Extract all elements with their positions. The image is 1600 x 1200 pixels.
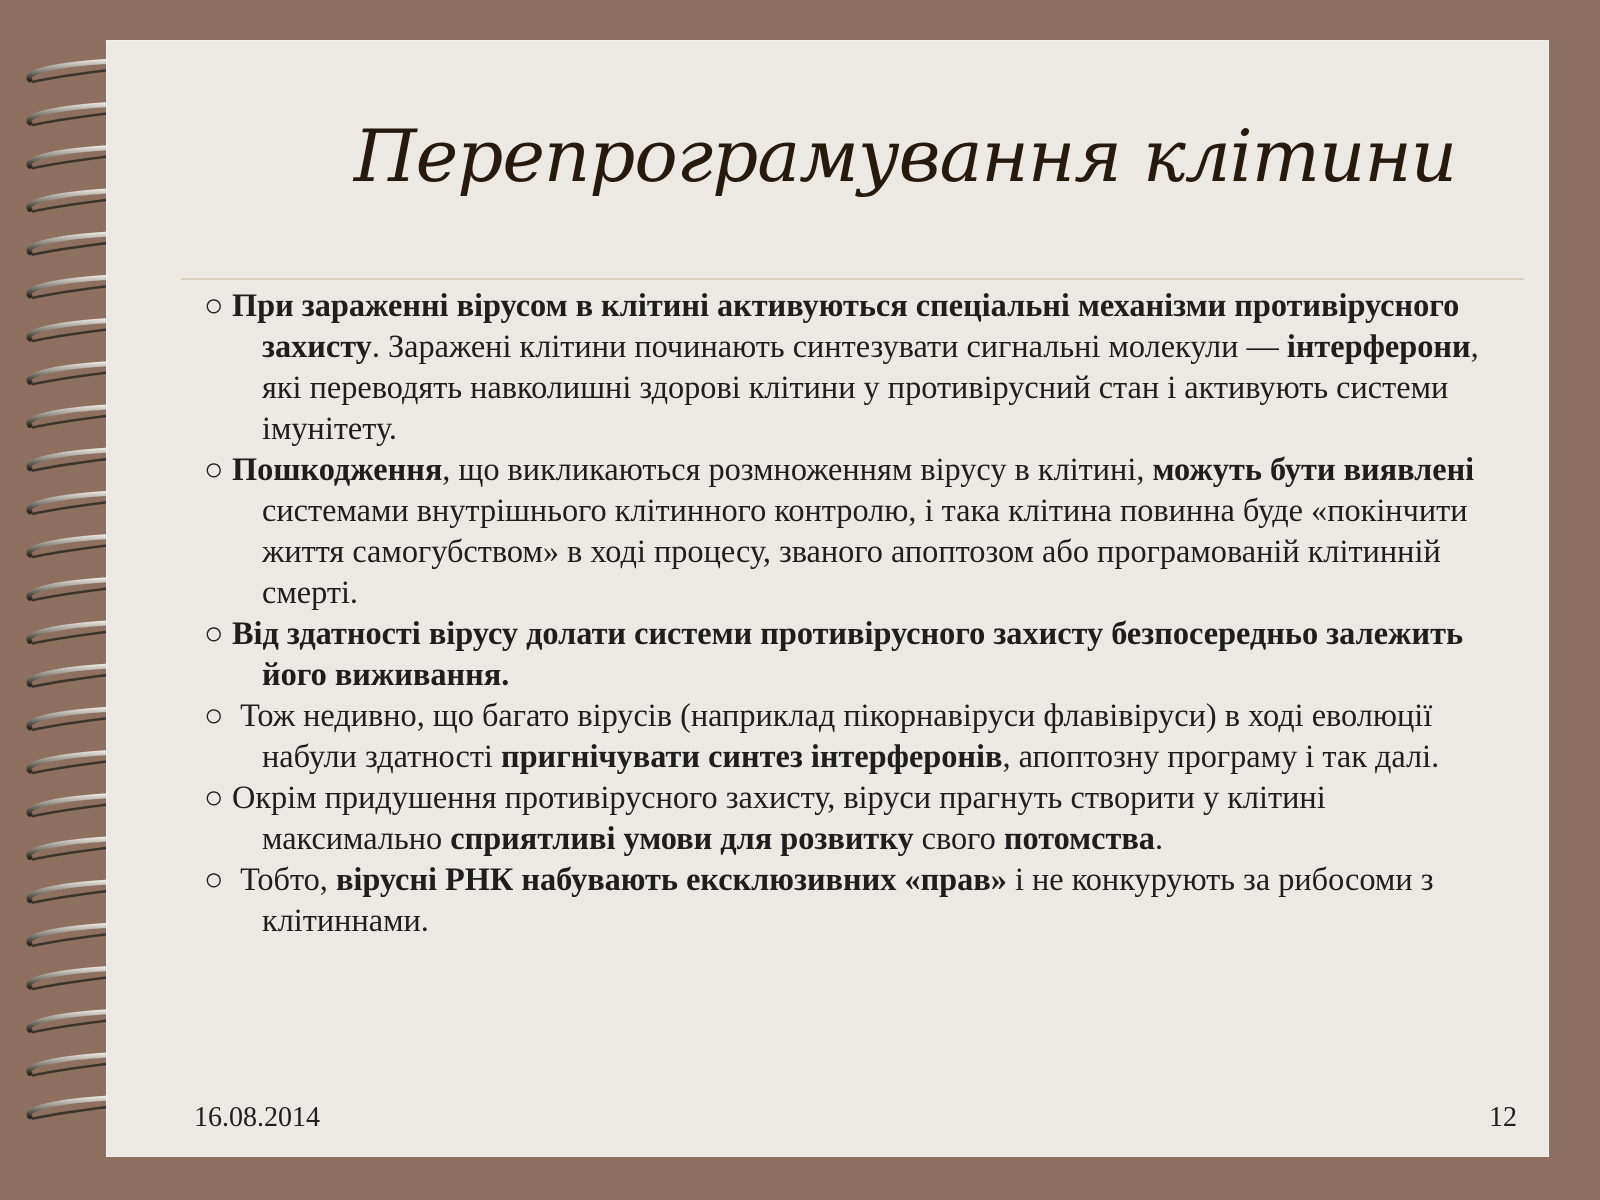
slide-date: 16.08.2014 — [194, 1102, 320, 1133]
bullet-item — [204, 695, 1499, 777]
bullet-text: системами внутрішнього клітинного контролю, і така клітина повинна буде «покінчити життя самогубством» в ході процесу, званого апоптозом або програмованій клітинній смерті. — [262, 492, 1468, 610]
bullet-text: . Заражені клітини починають синтезувати сигнальні молекули — — [371, 328, 1287, 364]
slide-page — [106, 40, 1549, 1157]
bullet-item — [204, 859, 1499, 941]
bullet-list — [204, 285, 1499, 941]
bullet-text: Тобто, — [232, 861, 336, 897]
bullet-item — [204, 777, 1499, 859]
bullet-text: Окрім придушення противірусного захисту, віруси прагнуть створити у клітині максимально — [232, 779, 1326, 856]
bullet-text-bold: Від здатності вірусу долати системи противірусного захисту безпосередньо залежить його виживання. — [232, 615, 1464, 692]
bullet-item — [204, 449, 1499, 613]
bullet-text-bold: Пошкодження — [232, 451, 443, 487]
bullet-text-bold: потомства — [1003, 820, 1155, 856]
bullet-text: , які переводять навколишні здорові клітини у противірусний стан і активують системи імунітету. — [262, 328, 1479, 446]
bullet-text-bold: пригнічувати синтез інтерферонів — [500, 738, 1003, 774]
bullet-text-bold: можуть бути виявлені — [1152, 451, 1475, 487]
bullet-text-bold: інтерферони — [1286, 328, 1471, 364]
bullet-item — [204, 613, 1499, 695]
title-divider — [181, 278, 1524, 280]
slide-title: Перепрограмування клітини — [353, 114, 1457, 198]
bullet-text-bold: сприятливі умови для розвитку — [450, 820, 914, 856]
bullet-marker: ○ — [204, 861, 224, 897]
bullet-text: Тож недивно, що багато вірусів (наприклад пікорнавіруси флавівіруси) в ході еволюції набули здатності — [232, 697, 1433, 774]
bullet-marker: ○ — [204, 287, 224, 323]
bullet-text: і не конкурують за рибосоми з клітиннами. — [262, 861, 1434, 938]
bullet-text: , що викликаються розмноженням вірусу в клітині, — [442, 451, 1153, 487]
bullet-text: , апоптозну програму і так далі. — [1002, 738, 1440, 774]
bullet-text-bold: вірусні РНК набувають ексклюзивних «прав» — [335, 861, 1007, 897]
bullet-text: . — [1154, 820, 1164, 856]
bullet-marker: ○ — [204, 451, 224, 487]
bullet-marker: ○ — [204, 615, 224, 651]
bullet-marker: ○ — [204, 779, 224, 815]
bullet-marker: ○ — [204, 697, 224, 733]
bullet-text-bold: При зараженні вірусом в клітині активуються спеціальні механізми противірусного захисту — [232, 287, 1460, 364]
slide-page-number: 12 — [1489, 1102, 1517, 1133]
bullet-item — [204, 285, 1499, 449]
bullet-text: свого — [913, 820, 1004, 856]
